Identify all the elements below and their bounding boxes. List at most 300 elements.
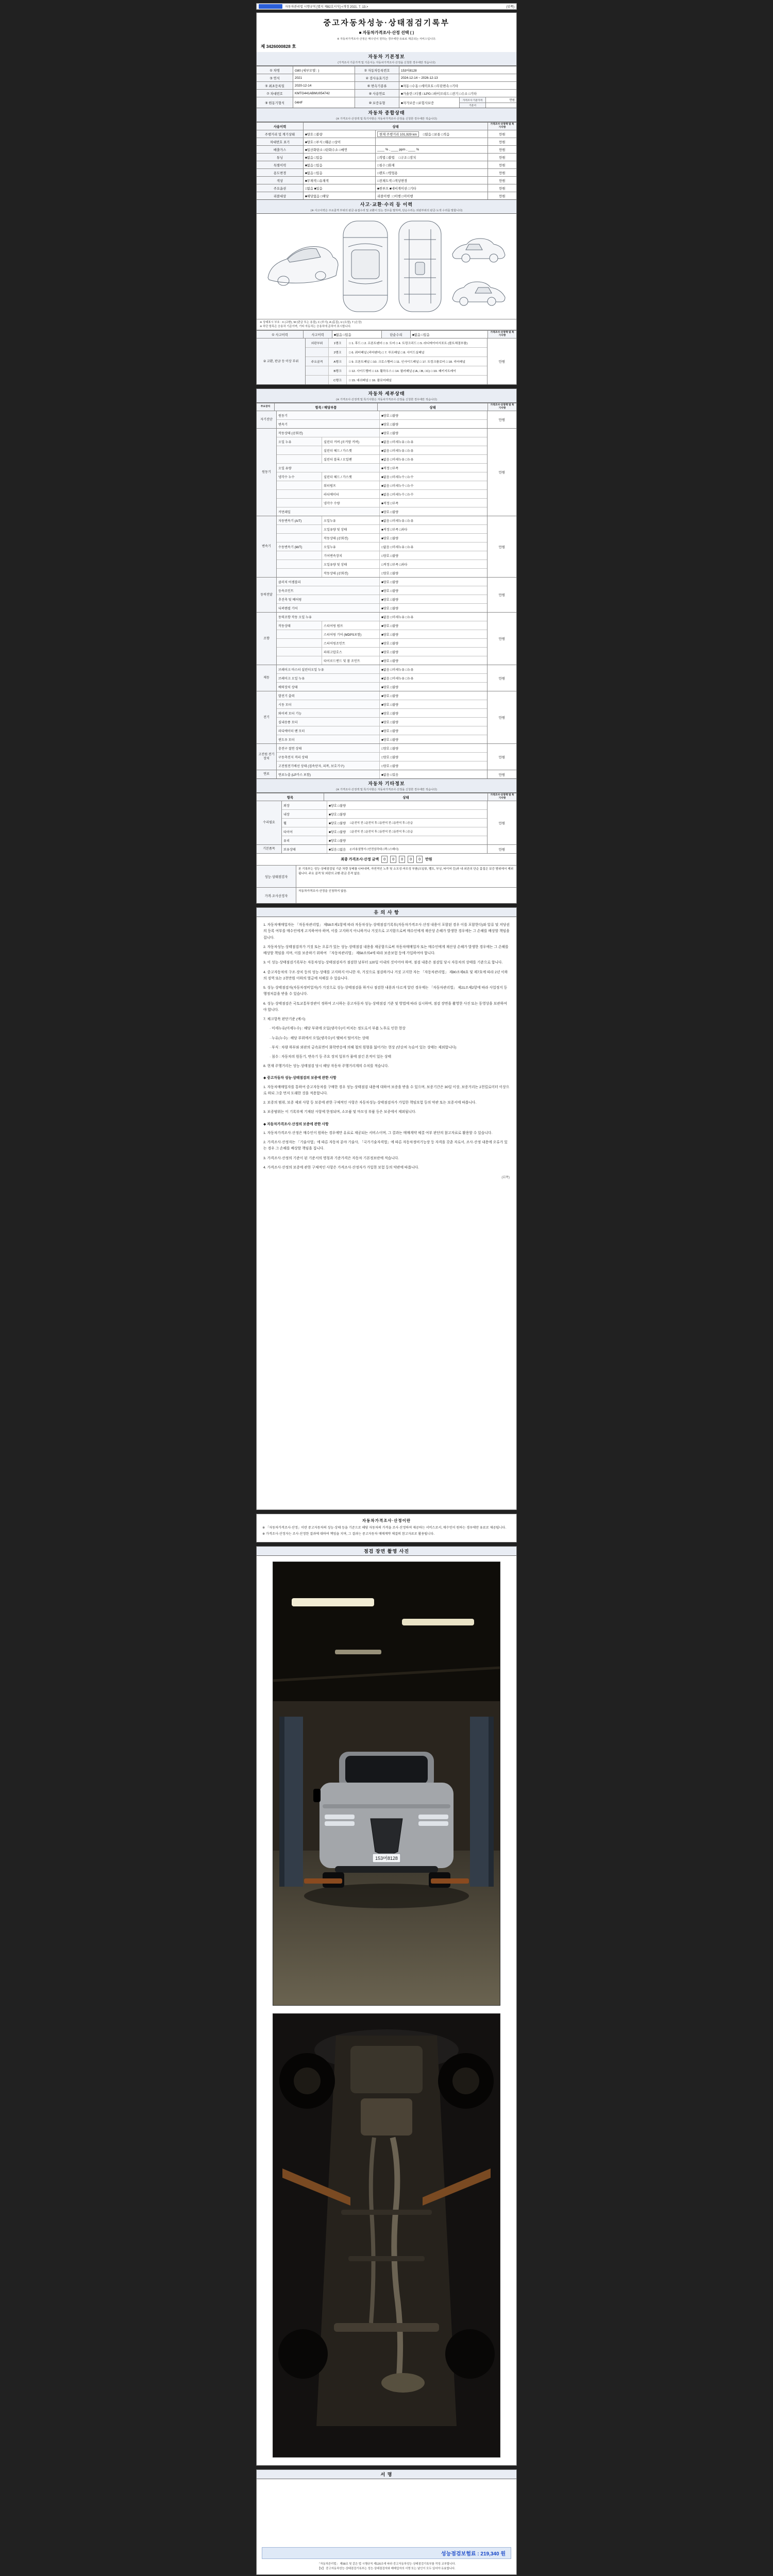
extra-cell (375, 138, 488, 145)
extra-cell (375, 154, 488, 161)
detail-group-transmission (257, 516, 516, 577)
notice-item: 2. 가격조사·산정자는 「기술사법」에 따른 자동차 분야 기술사, 「국가기술자격법」에 따른 자동차정비기능장 등 자격을 갖춘 자로서, 조사·산정 내용에 오류가 있는 경우 그 손해를 배상할 책임을 집니다. (263, 1141, 508, 1151)
item-label: 실내송풍 모터 (277, 718, 380, 726)
part-label: 스티어링 기어 (MDPS포함) (322, 630, 380, 638)
notice-item: 5. 성능·상태점검자(자동차정비업자)가 거짓으로 성능·상태점검을 하거나 점검한 내용과 다르게 알린 경우에는 「자동차관리법」 제21조제2항에 따라 사업정지 등 행정처분을 받을 수 있습니다. (263, 986, 508, 996)
part-label: 작동상태 (공회전) (322, 569, 380, 577)
state-checkboxes: ■양호 □불량 (381, 720, 399, 724)
detail-row (277, 673, 487, 682)
inspection-photo-front (273, 1562, 500, 2006)
detail-row (277, 454, 487, 463)
opinion-label: 성능·상태점검자 (257, 866, 296, 887)
notice-item: 2. 보증의 범위, 보증 제외 사항 등 보증에 관한 구체적인 사항은 자동차성능·상태점검자가 가입한 책임보험 등의 약관 또는 보증서에 따릅니다. (263, 1101, 477, 1105)
item-label: 와이퍼 모터 기능 (277, 709, 380, 717)
rank-parts: □ 6. 쿼터패널 (리어펜더) □ 7. 루프패널 □ 8. 사이드실패널 (349, 351, 425, 355)
overall-note: (※ 가격조사·산정액 및 특기사항은 자동차가격조사·산정을 신청한 경우에만 적습니다) (336, 117, 437, 121)
detail-row (277, 551, 487, 560)
extra-cell (375, 184, 488, 192)
group-name: 원동기 (257, 429, 277, 516)
detail-row (277, 682, 487, 691)
lift-arm-right (431, 1878, 469, 1884)
detail-group-electric (257, 691, 516, 743)
part-label: 실린더 헤드 / 가스켓 (322, 472, 380, 481)
group-name: 고전원 전기장치 (257, 744, 277, 770)
group-name: 제동 (257, 665, 277, 691)
price-cell: 만원 (488, 192, 516, 199)
info-box-title: 자동차가격조사·산정이란 (362, 1518, 411, 1523)
notice-subitem: · 침수 : 자동차의 원동기, 변속기 등 주요 장치 일부가 물에 잠긴 흔적이 있는 상태 (270, 1055, 392, 1059)
photos-body (257, 1556, 516, 2465)
accident-note: (※ 사고이력은 주요골격 부위의 판금·용접수리 및 교환이 있는 경우를 말하며, 단순수리는 외판부위의 판금·도색 수리를 말합니다) (310, 209, 463, 212)
item-label (277, 490, 322, 498)
item-label: 디퍼렌셜 기어 (277, 604, 380, 612)
lift-post-right (470, 1717, 494, 1887)
state-checkboxes: □양호 □불량 (381, 571, 399, 575)
detail-row (277, 613, 487, 621)
basic-info-titlebar (257, 52, 516, 66)
detail-row (277, 489, 487, 498)
column-header: 가격조사·산정액 및 특기사항 (488, 793, 516, 801)
sub-checkboxes: (□사용설명서 □안전삼각대 □잭 □스패너) (350, 848, 399, 852)
part-label: 냉각수 수량 (322, 499, 380, 507)
license-plate-number: 153머8128 (375, 1855, 398, 1861)
field-label: ⑤ 최초등록일 (257, 82, 293, 89)
rank-name: 1랭크 (329, 338, 347, 347)
state-checkboxes: ■없음 □있음 (332, 331, 381, 338)
detail-group-powertrain (257, 577, 516, 612)
price-ref-label: 기준서 (460, 103, 485, 108)
group-rows (277, 691, 487, 743)
column-header: 상태 (324, 793, 488, 801)
detail-row (277, 533, 487, 542)
extra-checkboxes: □적법 □불법 (377, 156, 395, 160)
sub-checkboxes: □운전석 전 □운전석 후 □동반석 전 □동반석 후 □응급 (350, 831, 413, 834)
state-checkboxes: ■없음 □미세누수 □누수 (381, 484, 414, 488)
state-cell (327, 845, 487, 853)
price-ref-value (485, 103, 516, 108)
accident-title: 사고·교환·수리 등 이력 (360, 202, 413, 207)
group-rows (277, 516, 487, 577)
price-digit: 0 (416, 856, 423, 863)
state-checkboxes: ■없음 □미세누수 □누수 (381, 475, 414, 479)
state-checkboxes: ■양호 □불량 (381, 711, 399, 716)
diagram-legend (257, 319, 516, 330)
state-checkboxes: ■없음 □미세누수 □누수 (381, 493, 414, 497)
basic-info-note: (가격조사 기준가격 및 기준서는 자동차가격조사·산정을 신청한 경우에만 적습니다) (338, 61, 435, 64)
column-header: 상태 (377, 403, 488, 411)
detail-row (277, 647, 487, 656)
overall-row (257, 145, 516, 153)
group-rows (282, 801, 487, 844)
state-checkboxes: ■적정 □부족 □과다 (381, 528, 408, 532)
column-header: 항목 / 해당부품 (274, 403, 377, 411)
item-label: 색상 (257, 177, 303, 184)
basic-row (257, 97, 516, 108)
accident-history-row (257, 330, 516, 338)
extra-cell (375, 177, 488, 184)
extra-checkboxes: □전체도색 □색상변경 (377, 179, 408, 183)
item-label: 연료누출 (LP가스 포함) (277, 770, 380, 778)
sign-title: 서 명 (380, 2471, 393, 2477)
overall-row (257, 138, 516, 145)
rank-parts: □ 1. 후드 □ 2. 프론트펜더 □ 3. 도어 □ 4. 트렁크리드 □ 5. 라디에이터서포트 (볼트체결부품) (349, 342, 468, 346)
etc-note: (※ 가격조사·산정액 및 특기사항은 자동차가격조사·산정을 신청한 경우에만 적습니다) (336, 788, 437, 792)
detail-row (277, 463, 487, 472)
item-label: 작동상태 (277, 621, 322, 630)
rank-group (306, 376, 329, 384)
item-label: 리콜대상 (257, 192, 303, 199)
price-evaluation-note: ※ 자동차가격조사·산정은 매수인이 원하는 경우에만 유료로 제공되는 서비스입니다. (337, 38, 436, 41)
exchange-label: ② 교환, 판금 등 이상 부위 (257, 338, 306, 384)
state-cell (327, 810, 487, 818)
item-label: 수동변속기 (M/T) (277, 543, 322, 551)
rank-row (306, 338, 487, 347)
price-cell: 만원 (488, 130, 516, 138)
item-label: 원동기 (277, 411, 380, 419)
price-cell: 만원 (488, 177, 516, 184)
info-box-line: ※ 가격조사·산정자는 조사·산정한 결과에 대하여 책임을 지며, 그 결과는 중고자동차 매매계약 체결의 참고자료로 활용됩니다. (262, 1532, 434, 1536)
premium-band (262, 2547, 511, 2559)
final-price-label: 최종 가격조사·산정 금액 (341, 858, 379, 862)
extra-checkboxes: 리콜이행 : □이행 □미이행 (377, 194, 413, 198)
state-checkboxes: □없음 ■있음 (303, 184, 375, 192)
detail-row (277, 560, 487, 568)
legend-line: ※ 하단 항목은 승용차 기준이며, 기타 자동차는 승용차에 준하여 표시합니다. (260, 325, 351, 329)
state-checkboxes: ■양호 □불량 (381, 703, 399, 707)
part-label: 오일누유 (322, 516, 380, 524)
group-name: 동력전달 (257, 578, 277, 612)
item-label (277, 569, 322, 577)
detail-row (277, 437, 487, 446)
detail-row (277, 691, 487, 700)
etc-group-repair (257, 801, 516, 844)
part-label: 오일유량 및 상태 (322, 525, 380, 533)
state-checkboxes: ■양호 □불량 (329, 830, 346, 834)
extra-cell (375, 169, 488, 176)
sign-body (257, 2479, 516, 2574)
column-header: 가격조사·산정액 및 특기사항 (488, 123, 516, 130)
final-price-row (257, 853, 516, 865)
state-checkboxes: ■양호 □불량 (381, 598, 399, 602)
extra-cell (375, 161, 488, 168)
notice-heading: ◆ 자동차가격조사·산정의 보증에 관한 사항 (263, 1122, 329, 1126)
part-label: 오일누유 (322, 543, 380, 551)
field-value: 153머8128 (399, 66, 516, 74)
part-label: 라디에이터 (322, 490, 380, 498)
field-value: KMTG441ABMU054742 (293, 90, 355, 97)
state-cell (327, 819, 487, 827)
checkbox-group: ■자가보증 □보험사보증 (399, 97, 459, 108)
group-name: 연료 (257, 770, 277, 778)
detail-group-steering (257, 612, 516, 665)
form-reference-line (256, 3, 517, 10)
state-checkboxes: ■양호 □불량 (381, 510, 399, 514)
detail-row (277, 578, 487, 586)
price-digit: 0 (408, 856, 414, 863)
state-checkboxes: ■적정 □부족 (381, 501, 399, 505)
price-base-row (460, 97, 516, 103)
detail-row (277, 446, 487, 454)
basic-row (257, 81, 516, 89)
column-header: 가격조사·산정액 및 특기사항 (488, 331, 516, 338)
item-label: 배력장치 상태 (277, 683, 380, 691)
rank-group (306, 366, 329, 375)
item-label (277, 499, 322, 507)
item-label (277, 525, 322, 533)
detail-row (277, 498, 487, 507)
part-label: 워터펌프 (322, 481, 380, 489)
price-cell: 만원 (488, 169, 516, 176)
overall-row (257, 176, 516, 184)
price-cell: 만원 (487, 516, 516, 577)
price-cell: 만원 (487, 691, 516, 743)
field-label: ⑨ 원동기형식 (257, 97, 293, 108)
item-label (277, 648, 322, 656)
field-label: ③ 연식 (257, 74, 293, 81)
notice-item: 2. 자동차성능·상태점검자가 거짓 또는 오류가 있는 성능·상태점검 내용을 제공함으로써 자동차매매업자 또는 매수인에게 재산상 손해가 발생한 경우에는 그 손해를 배상할 책임을 지며, 이를 보증하기 위하여 「자동차관리법」 제58조의4에 따라 보증보험 등에 가입하여야 합니다. (263, 945, 509, 956)
state-checkboxes: ■양호 □불량 (381, 422, 399, 427)
state-checkboxes: ■양호 □불량 (381, 650, 399, 654)
overall-row (257, 184, 516, 192)
car-diagram-svg (261, 215, 512, 318)
item-label: 고전원전기배선 상태 (접속단자, 피복, 보호기구) (277, 761, 380, 770)
state-checkboxes: ■양호 □불량 (329, 839, 346, 843)
detail-title: 자동차 세부상태 (368, 391, 405, 397)
info-box-line: ※ 「자동차가격조사·산정」이란 중고자동차의 성능·상태 등을 기준으로 해당 자동차의 가격을 조사·산정하여 제공하는 서비스로서, 매수인이 원하는 경우에만 유료로 제공됩니다. (262, 1526, 507, 1530)
photos-title: 점검 장면 촬영 사진 (363, 1548, 410, 1554)
state-checkboxes: ■양호 □불량 (381, 589, 399, 593)
extra-checkboxes: □렌트 □영업용 (377, 171, 398, 175)
rank-group: 외판부위 (306, 338, 329, 347)
detail-group-selfdiag (257, 411, 516, 428)
state-checkboxes: ■없음 □미세누유 □누유 (381, 449, 414, 453)
column-header: 항목 (257, 793, 324, 801)
detail-header-row (257, 403, 516, 411)
mileage-value: 현재 주행거리 101,929 km (377, 131, 419, 137)
basic-row (257, 66, 516, 74)
checkbox-group: ■가솔린 □디젤 □LPG □하이브리드 □전기 □수소 □기타 (399, 90, 516, 97)
state-checkboxes: ■양호 □불량 (381, 659, 399, 663)
rank-parts: □ 15. 대쉬패널 □ 16. 플로어패널 (349, 379, 392, 383)
notice-item: 3. 보증범위는 이 기록부에 기재된 사항에 한정되며, 소모품 및 마모성 부품 등은 보증에서 제외됩니다. (263, 1110, 416, 1114)
rank-row (306, 357, 487, 366)
detail-row (277, 524, 487, 533)
part-label: 파워고압호스 (322, 648, 380, 656)
detail-row (277, 638, 487, 647)
price-ref-row (460, 103, 516, 108)
item-label: 시동 모터 (277, 700, 380, 708)
part-label: 오일유량 및 상태 (322, 560, 380, 568)
rank-row (306, 347, 487, 357)
etc-row (282, 845, 487, 853)
group-rows (277, 578, 487, 612)
detail-row (277, 735, 487, 743)
item-label: ① 사고이력 (257, 331, 303, 338)
column-header: 주요장치 (257, 403, 274, 411)
group-rows (277, 613, 487, 665)
etc-group-basics (257, 844, 516, 853)
state-checkboxes: □적정 □부족 □과다 (381, 563, 408, 567)
etc-titlebar (257, 778, 516, 793)
price-cell: 만원 (488, 161, 516, 168)
rank-parts: □ 9. 프론트패널 □ 10. 크로스멤버 □ 11. 인사이드패널 □ 17. 트렁크플로어 □ 18. 리어패널 (349, 361, 465, 364)
etc-row (282, 827, 487, 836)
state-checkboxes: ■양호 □부식 □훼손 □상이 (303, 138, 375, 145)
etc-header-row (257, 793, 516, 801)
state-checkboxes: ■양호 □불량 (381, 414, 399, 418)
extra-cell (375, 146, 488, 153)
side-view-right (452, 282, 505, 306)
basic-row (257, 89, 516, 97)
item-label: 외장 (282, 801, 327, 809)
item-label: 오일 누유 (277, 437, 322, 446)
price-base-label: 가격조사 기준가격 (460, 97, 485, 103)
notice-item: 3. 가격조사·산정의 기준이 된 기준서의 명칭과 기준가격은 자동차 기본정보란에 적습니다. (263, 1156, 399, 1160)
part-label: 기어변속장치 (322, 551, 380, 560)
document-header (257, 13, 516, 52)
detail-row (277, 595, 487, 603)
field-label: ① 차명 (257, 66, 293, 74)
part-label: 작동상태 (공회전) (322, 534, 380, 542)
detail-row (277, 770, 487, 778)
state-checkboxes: ■없음 □미세누유 □누유 (381, 668, 414, 672)
state-checkboxes: ■없음 □미세누유 □누유 (381, 615, 414, 619)
photos-titlebar (257, 1547, 516, 1556)
detail-row (277, 726, 487, 735)
item-label: 클러치 어셈블리 (277, 578, 380, 586)
field-value: 2024-12-14 ~ 2026-12-13 (399, 74, 516, 81)
state-cell (327, 836, 487, 844)
item-label: 튜닝 (257, 154, 303, 161)
opinion-row (257, 865, 516, 887)
group-name: 변속기 (257, 516, 277, 577)
price-digit: 0 (381, 856, 388, 863)
opinion-label: 가격·조사산정자 (257, 888, 296, 903)
opinion-row (257, 887, 516, 903)
state-cell (327, 801, 487, 809)
final-price-unit: 만원 (425, 858, 432, 862)
detail-row (277, 744, 487, 752)
group-name: 기본품목 (257, 845, 282, 853)
part-label: 타이로드엔드 및 볼 조인트 (322, 656, 380, 665)
price-cell: 만원 (488, 154, 516, 161)
detail-row (277, 700, 487, 708)
price-cell: 만원 (487, 429, 516, 516)
field-value: G80 (세부모델 : ) (293, 66, 355, 74)
insurance-premium: 성능점검보험료 : 219,340 원 (441, 2551, 506, 2557)
state-checkboxes: □양호 □불량 (381, 554, 399, 558)
overall-row (257, 161, 516, 168)
detail-row (277, 665, 487, 673)
item-label: 윈도우 모터 (277, 735, 380, 743)
detail-row (277, 708, 487, 717)
opinion-text: 본 기록부는 성능·상태점검일 기준 차량 상태를 나타내며, 자연적인 노후 및 소모성·마모성 부품(오일류, 벨트, 부싱, 타이어 등)과 내·외관의 단순 흠집은 보증 범위에서 제외됩니다. 주요 골격 및 외판의 교환·판금 흔적 없음. (296, 866, 516, 887)
etc-row (282, 809, 487, 818)
detail-group-highvoltage (257, 743, 516, 770)
notice-item: 4. 가격조사·산정의 보증에 관한 구체적인 사항은 가격조사·산정자가 가입한 보험 등의 약관에 따릅니다. (263, 1165, 419, 1170)
measure-blanks: ____ % , ____ ppm , ____ % (377, 147, 419, 151)
price-evaluation-select: ■ 자동차가격조사·산정 선택 ( ) (359, 30, 414, 35)
item-label: 보유상태 (282, 845, 327, 853)
item-label: 주행거리 및 계기상태 (257, 130, 303, 138)
field-label: ⑦ 차대번호 (257, 90, 293, 97)
detail-row (277, 586, 487, 595)
item-label: 주요옵션 (257, 184, 303, 192)
field-label: ② 자동차등록번호 (355, 66, 399, 74)
state-checkboxes: ■무채색 □유채색 (303, 177, 375, 184)
rank-name: C랭크 (329, 376, 347, 384)
detail-row (277, 603, 487, 612)
inspection-photo-underbody (273, 2013, 500, 2458)
notice-item: 3. 이 성능·상태점검기록부는 자동차성능·상태점검자가 점검한 날부터 120일 이내의 것이어야 하며, 점검 내용은 점검일 당시 자동차의 상태를 기준으로 합니다. (263, 961, 503, 965)
state-checkboxes: ■양호 □불량 (329, 804, 346, 808)
item-label: 커먼레일 (277, 507, 380, 516)
signature-area (262, 2483, 511, 2544)
state-checkboxes: ■양호 □불량 (381, 738, 399, 742)
state-checkboxes: ■양호 □불량 (329, 812, 346, 817)
price-cell: 만원 (487, 613, 516, 665)
overall-row (257, 130, 516, 138)
lift-arm-left (304, 1878, 342, 1884)
underbody (316, 2036, 457, 2426)
item-label: 라디에이터 팬 모터 (277, 726, 380, 735)
state-checkboxes: ■양호 □불량 (381, 606, 399, 611)
basic-row (257, 74, 516, 81)
field-value: 2020-12-14 (293, 82, 355, 89)
price-cell: 만원 (488, 146, 516, 153)
detail-titlebar (257, 389, 516, 403)
item-label: 변속기 (277, 420, 380, 428)
workshop-floor (273, 1851, 500, 2005)
column-header: 상태 (303, 123, 488, 130)
group-name: 수리필요 (257, 801, 282, 844)
workshop-ceiling (273, 1562, 500, 1701)
item-label (277, 656, 322, 665)
field-value: 2021 (293, 74, 355, 81)
state-checkboxes: ■양호 □불량 (381, 624, 399, 628)
footer-line: 【V】 중고자동차성능·상태점검기록부는 성능·상태점검자와 매매업자의 서명 또는 날인이 모두 있어야 유효합니다. (317, 2567, 456, 2570)
detail-group-fuel (257, 770, 516, 778)
state-checkboxes: ■양호 □불량 (381, 536, 399, 540)
group-rows (277, 770, 487, 778)
overall-titlebar (257, 108, 516, 122)
state-checkboxes: ■양호 □불량 (381, 694, 399, 698)
bottom-view (399, 221, 441, 312)
price-base-box (459, 97, 516, 108)
group-rows (277, 429, 487, 516)
price-cell: 만원 (488, 184, 516, 192)
group-rows (277, 744, 487, 770)
item-label: 특별이력 (257, 161, 303, 168)
field-label: ⑥ 변속기종류 (355, 82, 399, 89)
section-signature (256, 2469, 517, 2575)
item-label (277, 560, 322, 568)
rank-name: 2랭크 (329, 348, 347, 357)
item-label: 휠 (282, 819, 327, 827)
rank-name: B랭크 (329, 366, 347, 375)
item-label (277, 630, 322, 638)
etc-row (282, 818, 487, 827)
item-label: 배출가스 (257, 146, 303, 153)
item-label: 충전구 절연 상태 (277, 744, 380, 752)
section-notice (256, 907, 517, 1510)
section-photos (256, 1546, 517, 2466)
item-label (277, 446, 322, 454)
item-label: 발전기 출력 (277, 691, 380, 700)
detail-row (277, 717, 487, 726)
detail-note: (※ 가격조사·산정액 및 특기사항은 자동차가격조사·산정을 신청한 경우에만 적습니다) (336, 398, 437, 402)
price-cell: 만원 (487, 411, 516, 428)
